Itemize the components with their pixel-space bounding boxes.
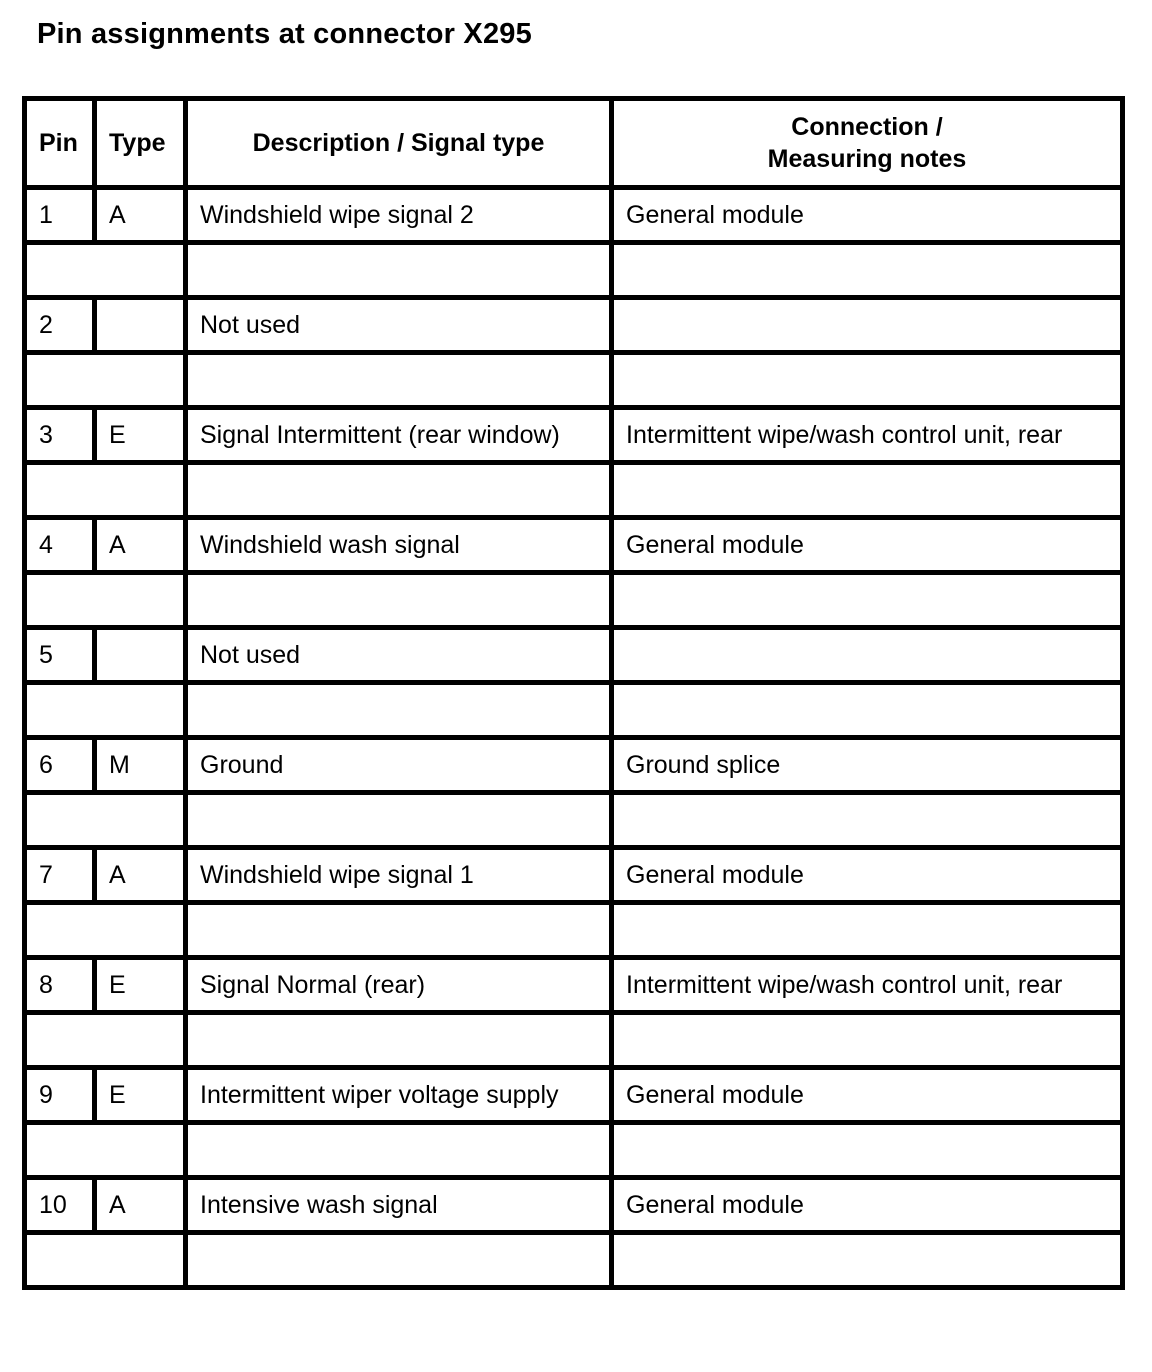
spacer-row: [25, 1233, 1123, 1288]
cell-description: Not used: [186, 628, 612, 683]
spacer-cell-pin-type: [25, 353, 186, 408]
spacer-row: [25, 1013, 1123, 1068]
spacer-row: [25, 793, 1123, 848]
cell-description: Signal Intermittent (rear window): [186, 408, 612, 463]
header-connection-line2: Measuring notes: [767, 145, 967, 173]
spacer-cell-connection: [612, 683, 1123, 738]
table-row: [25, 848, 1123, 903]
spacer-cell-pin-type: [25, 683, 186, 738]
cell-pin: 6: [25, 738, 95, 793]
cell-pin: 10: [25, 1178, 95, 1233]
spacer-cell-description: [186, 683, 612, 738]
spacer-row: [25, 1123, 1123, 1178]
cell-connection: Intermittent wipe/wash control unit, rear: [612, 408, 1123, 463]
cell-pin: 5: [25, 628, 95, 683]
cell-type: A: [95, 188, 186, 243]
cell-type: A: [95, 848, 186, 903]
spacer-cell-connection: [612, 1233, 1123, 1288]
spacer-row: [25, 573, 1123, 628]
table-row: [25, 518, 1123, 573]
table-row: [25, 1178, 1123, 1233]
cell-connection: [612, 628, 1123, 683]
cell-connection: General module: [612, 518, 1123, 573]
cell-description: Ground: [186, 738, 612, 793]
table-row: [25, 738, 1123, 793]
spacer-row: [25, 903, 1123, 958]
cell-connection: General module: [612, 848, 1123, 903]
cell-pin: 7: [25, 848, 95, 903]
cell-type: A: [95, 1178, 186, 1233]
spacer-cell-connection: [612, 243, 1123, 298]
table-row: [25, 628, 1123, 683]
header-description: Description / Signal type: [186, 99, 612, 188]
cell-pin: 1: [25, 188, 95, 243]
cell-type: E: [95, 1068, 186, 1123]
cell-description: Windshield wipe signal 1: [186, 848, 612, 903]
spacer-cell-connection: [612, 1123, 1123, 1178]
header-connection-line1: Connection /: [791, 113, 943, 141]
header-type: Type: [95, 99, 186, 188]
header-connection: [612, 99, 1123, 188]
cell-pin: 4: [25, 518, 95, 573]
cell-description: Windshield wipe signal 2: [186, 188, 612, 243]
table-header-row: [25, 99, 1123, 188]
spacer-cell-pin-type: [25, 903, 186, 958]
pin-assignment-table: [22, 96, 1125, 1290]
cell-type: E: [95, 958, 186, 1013]
spacer-cell-description: [186, 1233, 612, 1288]
spacer-cell-connection: [612, 573, 1123, 628]
spacer-cell-pin-type: [25, 1013, 186, 1068]
cell-connection: General module: [612, 188, 1123, 243]
table-row: [25, 188, 1123, 243]
cell-type: M: [95, 738, 186, 793]
table-row: [25, 1068, 1123, 1123]
spacer-row: [25, 353, 1123, 408]
cell-type: [95, 628, 186, 683]
cell-description: Signal Normal (rear): [186, 958, 612, 1013]
cell-description: Intermittent wiper voltage supply: [186, 1068, 612, 1123]
cell-type: E: [95, 408, 186, 463]
page-title: Pin assignments at connector X295: [37, 18, 532, 50]
spacer-cell-pin-type: [25, 1123, 186, 1178]
cell-description: Not used: [186, 298, 612, 353]
spacer-row: [25, 243, 1123, 298]
cell-pin: 2: [25, 298, 95, 353]
spacer-cell-pin-type: [25, 243, 186, 298]
spacer-row: [25, 683, 1123, 738]
spacer-cell-description: [186, 1123, 612, 1178]
table-row: [25, 298, 1123, 353]
cell-pin: 8: [25, 958, 95, 1013]
cell-description: Windshield wash signal: [186, 518, 612, 573]
spacer-cell-description: [186, 903, 612, 958]
spacer-cell-description: [186, 353, 612, 408]
table-row: [25, 408, 1123, 463]
spacer-row: [25, 463, 1123, 518]
cell-connection: General module: [612, 1178, 1123, 1233]
spacer-cell-connection: [612, 463, 1123, 518]
cell-connection: [612, 298, 1123, 353]
spacer-cell-pin-type: [25, 573, 186, 628]
cell-connection: General module: [612, 1068, 1123, 1123]
cell-pin: 9: [25, 1068, 95, 1123]
spacer-cell-pin-type: [25, 463, 186, 518]
spacer-cell-description: [186, 243, 612, 298]
spacer-cell-description: [186, 573, 612, 628]
spacer-cell-description: [186, 1013, 612, 1068]
spacer-cell-pin-type: [25, 1233, 186, 1288]
spacer-cell-pin-type: [25, 793, 186, 848]
cell-type: A: [95, 518, 186, 573]
spacer-cell-connection: [612, 353, 1123, 408]
spacer-cell-connection: [612, 1013, 1123, 1068]
cell-type: [95, 298, 186, 353]
cell-connection: Ground splice: [612, 738, 1123, 793]
spacer-cell-connection: [612, 793, 1123, 848]
cell-pin: 3: [25, 408, 95, 463]
spacer-cell-description: [186, 463, 612, 518]
cell-connection: Intermittent wipe/wash control unit, rear: [612, 958, 1123, 1013]
cell-description: Intensive wash signal: [186, 1178, 612, 1233]
spacer-cell-description: [186, 793, 612, 848]
spacer-cell-connection: [612, 903, 1123, 958]
table-row: [25, 958, 1123, 1013]
header-pin: Pin: [25, 99, 95, 188]
